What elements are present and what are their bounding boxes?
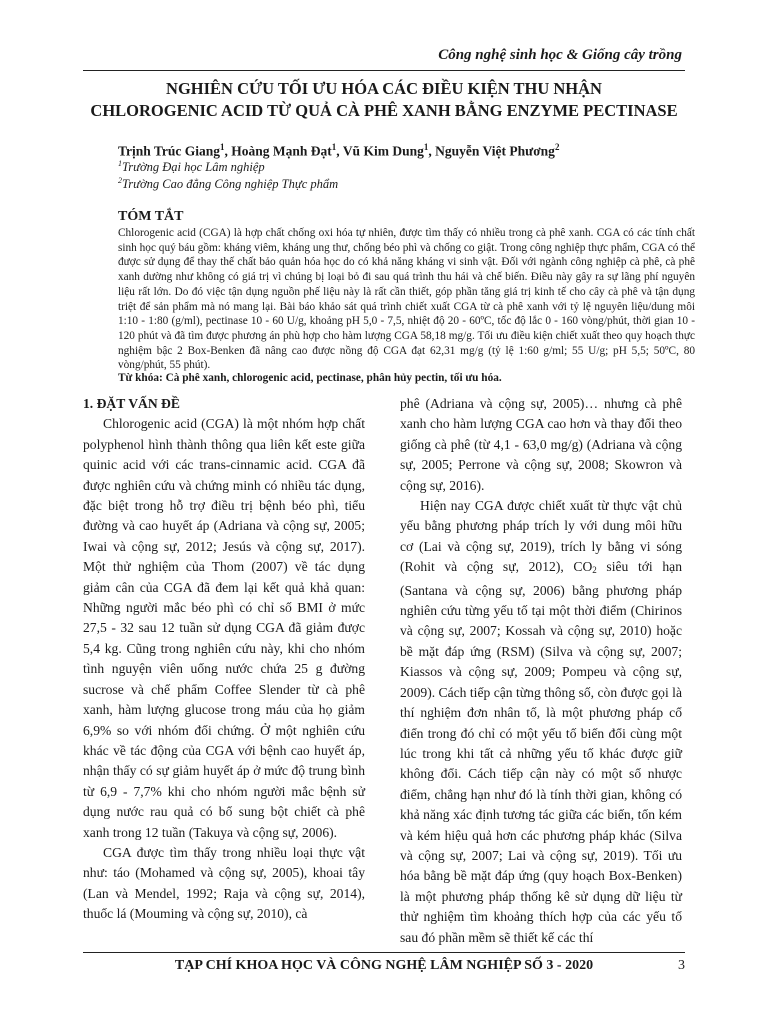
page-footer [83,958,685,978]
title-line-2: CHLOROGENIC ACID TỪ QUẢ CÀ PHÊ XANH BẰNG ENZYME PECTINASE [90,101,678,120]
affil-mark: 1 [118,159,122,168]
author-list: Trịnh Trúc Giang$^1$, Hoàng Mạnh Đạt$^1$, Vũ Kim Dung$^1$, Nguyễn Việt Phương$^2$ [118,142,560,159]
author-affil-mark: 1 [220,142,225,152]
author-name: Nguyễn Việt Phương [435,143,555,159]
author-name: Trịnh Trúc Giang [118,143,221,159]
section-heading: 1. ĐẶT VẤN ĐỀ [83,396,180,411]
author-affil-mark: 1 [331,142,337,152]
page-number: 3 [678,958,685,973]
abstract-text: Chlorogenic acid (CGA) là hợp chất chống oxi hóa tự nhiên, được tìm thấy có nhiều trong cà phê xanh. CGA có các tính chất sinh học quý báu gồm: kháng viêm, kháng ung thư, chống béo phì và chống co giật. Trong công nghiệp thực phẩm, CGA có thể được sử dụng để thay thế chất bảo quản hóa học do có khả năng kháng vi sinh vật. Đối với ngành công nghiệp cà phê, cà phê xanh dường như không có giá trị vì chúng bị loại bỏ đi sau quá trình thu hái và chế biến. Điều này gây ra sự lãng phí nguyên liệu rất lớn. Do đó việc tận dụng nguồn phế liệu này là rất cần thiết, góp phần tăng giá trị kinh tế cho cây cà phê và tận dụng triệt để sản phẩm mà nó mang lại. Bài báo khảo sát quá trình chiết xuất CGA từ cà phê xanh với tỷ lệ nguyên liệu/dung môi 1:10 - 1:80 (g/ml), pectinase 10 - 60 U/g, khoảng pH 5,0 - 7,5, nhiệt độ 20 - 60ºC, tốc độ lắc 0 - 160 vòng/phút, thời gian 10 - 120 phút và đã tìm được phương án phù hợp cho hàm lượng CGA 58,18 mg/g. Tối ưu điều kiện chiết xuất theo quy hoạch thực nghiệm bậc 2 Box-Benken đã nâng cao được nồng độ CGA đạt 62,31 mg/g (tỷ lệ 1:60 g/ml; 55 U/g; pH 5,5; 50ºC, 80 vòng/phút, 55 phút). [118,227,696,372]
header-rule [83,70,685,71]
title-line-1: NGHIÊN CỨU TỐI ƯU HÓA CÁC ĐIỀU KIỆN THU NHẬN [166,79,602,98]
subscript: 2 [592,565,597,576]
affil-text: Trường Cao đẳng Công nghiệp Thực phẩm [122,177,339,192]
footer-rule [83,952,685,953]
author-affil-mark: 2 [554,142,560,152]
abstract-heading: TÓM TẮT [118,209,184,224]
affil-mark: 2 [118,176,122,185]
keywords: Từ khóa: Cà phê xanh, chlorogenic acid, pectinase, phân hủy pectin, tối ưu hóa. [118,372,502,384]
paragraph: Chlorogenic acid (CGA) là một nhóm hợp chất polyphenol hình thành thông qua liên kết este giữa quinic acid với các trans-cinnamic acid. CGA đã được nghiên cứu và chứng minh có nhiều tác dụng, đặc biệt trong hỗ trợ điều trị bệnh béo phì, tiểu đường và cao huyết áp (Adriana và cộng sự, 2005; Iwai và cộng sự, 2012; Jesús và cộng sự, 2017). Một thử nghiệm của Thom (2007) về tác dụng giảm cân của CGA đã đem lại kết quả khả quan: Những người mắc béo phì có chỉ số BMI ở mức 27,5 - 32 sau 12 tuần sử dụng CGA đã giảm được 5,4 kg. Cũng trong nghiên cứu này, khi cho nhóm tình nguyện viên uống nước chứa 25 g đường sucrose và chế phẩm Coffee Slender từ cà phê xanh, hàm lượng glucose trong máu của họ giảm 6,9% so với nhóm đối chứng. Ở một nghiên cứu khác về tác động của CGA với bệnh cao huyết áp, nhận thấy có sự giảm huyết áp ở mức độ trung bình từ 6,9 - 7,7% khi cho nhóm người mắc bệnh sử dụng nước rau quả có bổ sung bột chiết cà phê xanh trong 12 tuần (Takuya và cộng sự, 2006). [83,416,365,840]
paragraph: CGA được tìm thấy trong nhiều loại thực vật như: táo (Mohamed và cộng sự, 2005), khoai tây (Lan và Mendel, 1992; Raja và cộng sự, 2014), thuốc lá (Mouming và cộng sự, 2010), cà [83,844,365,922]
paragraph-part: Hiện nay CGA được chiết xuất từ thực vật chủ yếu bằng phương pháp trích ly với dung môi hữu cơ (Lai và cộng sự, 2019), trích ly bằng vi sóng (Rohit và cộng sự, 2012), CO [400,498,682,575]
column-left [83,394,365,925]
paragraph [400,496,682,948]
affiliation-2 [118,176,338,192]
author-name: Hoàng Mạnh Đạt [231,143,332,159]
paper-title [83,78,685,122]
column-right [400,394,682,948]
affil-text: Trường Đại học Lâm nghiệp [122,160,265,175]
author-affil-mark: 1 [423,142,429,152]
running-head: Công nghệ sinh học & Giống cây trồng [438,47,682,63]
author-name: Vũ Kim Dung [342,143,424,159]
paragraph-part: siêu tới hạn (Santana và cộng sự, 2006) bằng phương pháp nghiên cứu từng yếu tố tại một thời điểm (Chirinos và cộng sự, 2007; Kossah và cộng sự, 2010) hoặc bề mặt đáp ứng (RSM) (Silva và cộng sự, 2007; Kiassos và cộng sự, 2009; Pompeu và cộng sự, 2009). Cách tiếp cận từng thông số, còn được gọi là thí nghiệm đơn nhân tố, là một phương pháp cổ điển trong đó chỉ có một yếu tố biến đổi cùng một lúc trong khi tất cả những yếu tố khác được giữ không đổi. Cách tiếp cận này có một số nhược điểm, chẳng hạn như đó là tính thời gian, không có khả năng xác định tương tác giữa các biến, tốn kém và kém hiệu quả hơn các phương pháp khác (Silva và cộng sự, 2007; Lai và cộng sự, 2019). Tối ưu hóa bằng bề mặt đáp ứng (quy hoạch Box-Benken) là một phương pháp thống kê sử dụng dữ liệu từ thử nghiệm tìm khoảng thích hợp của các yếu tố sau đó phần mềm sẽ thiết kế các thí [400,559,682,945]
affiliation-1 [118,159,265,175]
journal-name: TẠP CHÍ KHOA HỌC VÀ CÔNG NGHỆ LÂM NGHIỆP SỐ 3 - 2020 [174,958,594,973]
paragraph: phê (Adriana và cộng sự, 2005)… nhưng cà phê xanh cho hàm lượng CGA cao hơn và thay đổi theo giống cà phê (từ 4,1 - 63,0 mg/g) (Adriana và cộng sự, 2005; Perrone và cộng sự, 2008; Skowron và cộng sự, 2016). [400,396,682,493]
